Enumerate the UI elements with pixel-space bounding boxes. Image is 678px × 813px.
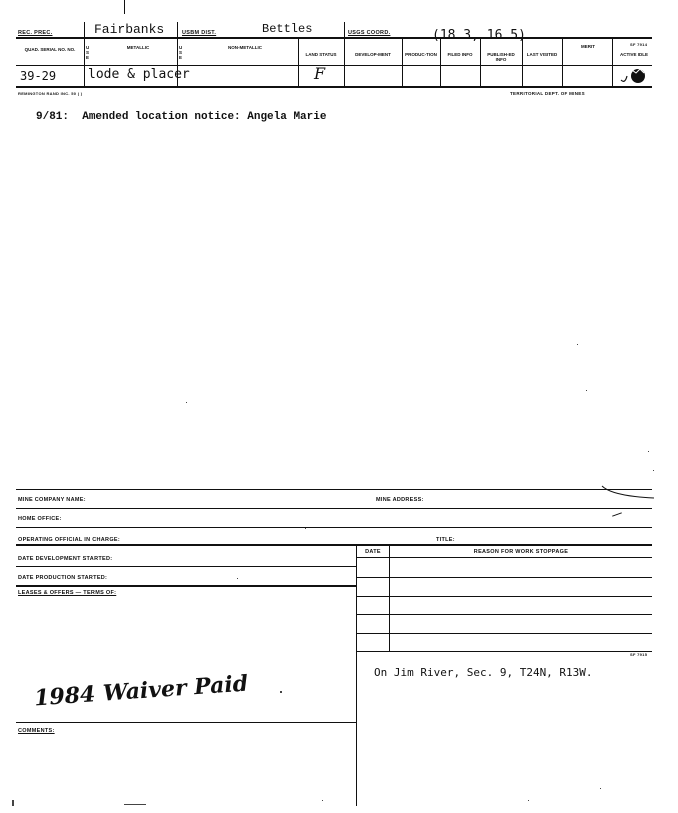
form-rule [16, 527, 652, 528]
col-active-idle: ACTIVE IDLE [619, 52, 648, 57]
active-idle-stamp-icon [618, 66, 650, 86]
col-quad-serial: QUAD. SERIAL NO. NO. [24, 47, 76, 52]
col-published-info: PUBLISH-ED INFO [487, 52, 515, 62]
form-number-top: SF 7914 [630, 42, 648, 47]
col-development: DEVELOP-MENT [355, 52, 391, 57]
col-filed-info: FILED INFO [447, 52, 473, 57]
reason-col-label: REASON FOR WORK STOPPAGE [473, 549, 569, 555]
form-vertical-divider [356, 544, 357, 806]
card-edge-curve [600, 484, 656, 502]
speck [600, 788, 601, 789]
speck [124, 804, 146, 805]
header-rule-top [16, 37, 652, 39]
form-rule [16, 544, 652, 546]
col-divider [440, 38, 441, 86]
form-rule [16, 566, 356, 567]
date-production-label: DATE PRODUCTION STARTED: [18, 575, 108, 581]
land-status-mark: F [314, 64, 326, 83]
col-metallic: METALLIC [126, 45, 150, 50]
speck [237, 578, 238, 579]
operating-official-label: OPERATING OFFICIAL IN CHARGE: [18, 537, 120, 543]
form-rule [16, 508, 652, 509]
amendment-text: Amended location notice: Angela Marie [82, 111, 327, 123]
table-rule [356, 633, 652, 634]
col-use-prefix-nonmetallic: U S E [179, 45, 183, 60]
pen-mark [612, 512, 622, 516]
table-rule [356, 557, 652, 558]
col-land-status: LAND STATUS [305, 52, 337, 57]
speck [186, 402, 187, 403]
speck [653, 470, 654, 471]
col-last-visited: LAST VISITED [526, 52, 558, 57]
header-rule-bottom [16, 86, 652, 88]
mine-address-label: MINE ADDRESS: [376, 497, 424, 503]
speck [305, 528, 306, 529]
col-divider [480, 38, 481, 86]
col-production: PRODUC-TION [405, 52, 437, 57]
header-rule-mid [16, 65, 652, 66]
col-divider [298, 38, 299, 86]
speck [648, 451, 649, 452]
rec-prec-value: Fairbanks [94, 22, 165, 37]
usbm-dist-label: USBM DIST. [182, 30, 217, 36]
usgs-coord-label: USGS COORD. [348, 30, 391, 36]
col-divider [562, 38, 563, 86]
form-rule [16, 722, 356, 723]
col-divider [612, 38, 613, 86]
mine-company-name-label: MINE COMPANY NAME: [18, 497, 86, 503]
amendment-note [36, 111, 326, 123]
location-text: On Jim River, Sec. 9, T24N, R13W. [374, 666, 593, 679]
speck [586, 390, 587, 391]
col-divider [522, 38, 523, 86]
speck [12, 800, 14, 806]
date-col-label: DATE [365, 549, 381, 555]
speck [577, 344, 578, 345]
usgs-coord-value: (18.3, 16.5) [432, 28, 526, 43]
comments-label: COMMENTS: [18, 728, 55, 734]
form-number-bottom: SF 7915 [630, 652, 648, 657]
printer-line: REMINGTON RAND INC. 50 ( ) [18, 91, 83, 96]
date-development-label: DATE DEVELOPMENT STARTED: [18, 556, 113, 562]
col-divider [402, 38, 403, 86]
form-rule [16, 585, 356, 587]
dept-line: TERRITORIAL DEPT. OF MINES [510, 91, 585, 96]
table-rule [356, 651, 652, 652]
table-rule [356, 614, 652, 615]
col-divider [84, 22, 85, 86]
quad-serial-value: 39-29 [20, 69, 57, 83]
title-label: TITLE: [436, 537, 455, 543]
col-use-prefix-metallic: U S E [86, 45, 90, 60]
col-merit: MERIT [581, 44, 595, 49]
speck [280, 691, 282, 693]
col-non-metallic: NON-METALLIC [228, 45, 262, 50]
home-office-label: HOME OFFICE: [18, 516, 62, 522]
usbm-dist-value: Bettles [262, 22, 313, 36]
amendment-date: 9/81: [36, 111, 70, 123]
rec-prec-label: REC. PREC. [18, 30, 53, 36]
col-divider [344, 22, 345, 86]
speck [322, 800, 323, 801]
metallic-value: lode & placer [88, 67, 190, 82]
speck [528, 800, 529, 801]
tab-marker-line [124, 0, 125, 14]
table-divider [389, 544, 390, 651]
handwritten-note: 1984 Waiver Paid [33, 670, 249, 712]
table-rule [356, 596, 652, 597]
leases-label: LEASES & OFFERS — TERMS OF: [18, 590, 117, 596]
form-rule-top [16, 489, 652, 490]
table-rule [356, 577, 652, 578]
